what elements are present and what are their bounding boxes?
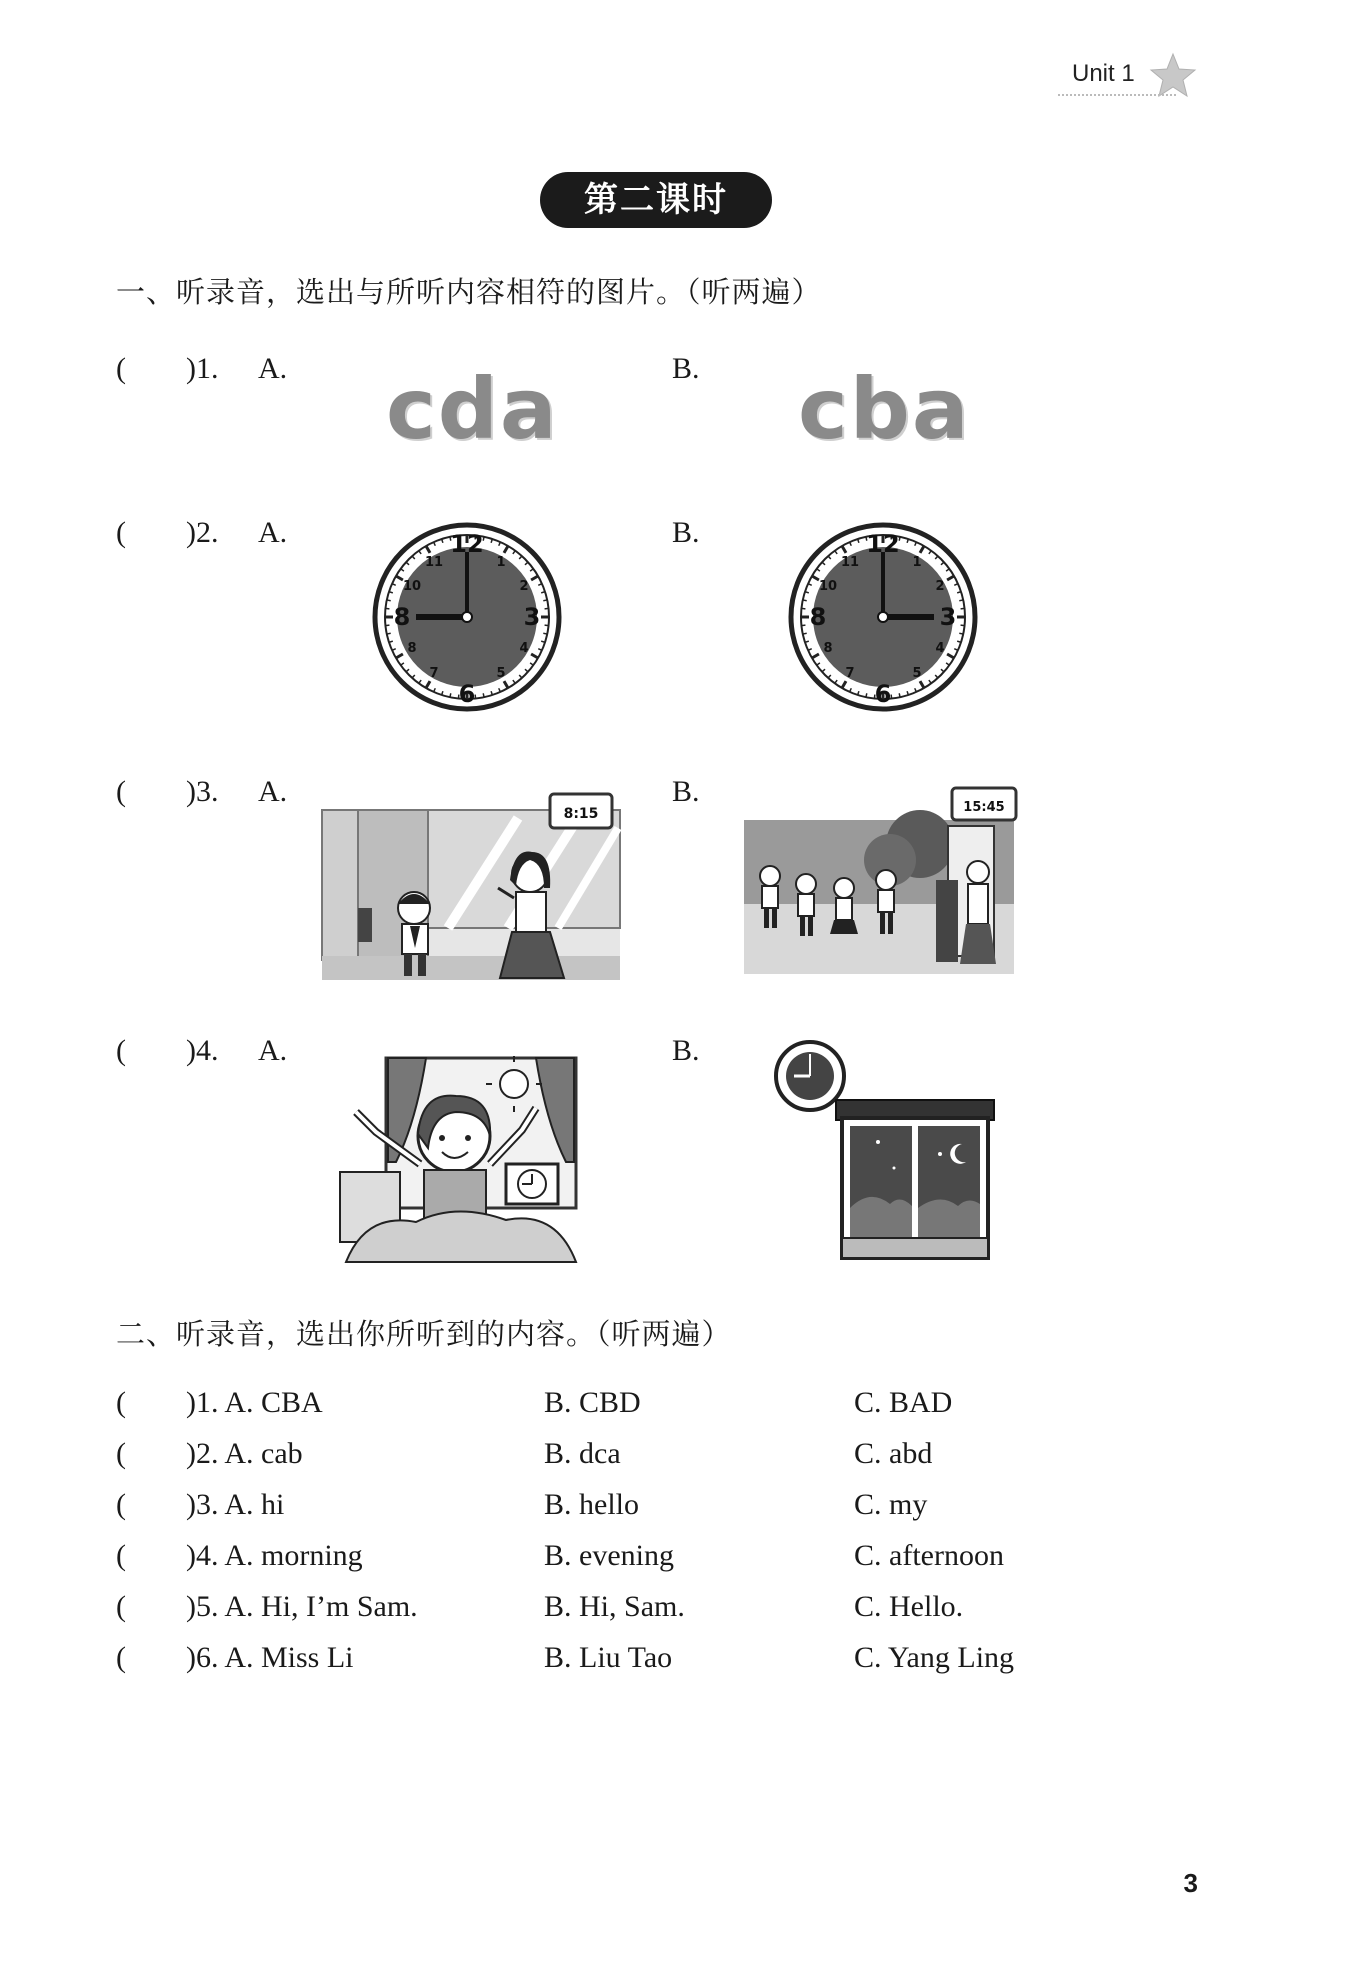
clock-num-1: 1 (912, 555, 922, 570)
clock-tick (450, 693, 451, 697)
answer-blank[interactable]: ( (116, 1641, 126, 1674)
clock-tick (803, 633, 807, 634)
clock-num-5: 5 (912, 666, 922, 681)
clock-num-3: 3 (939, 603, 957, 631)
option-c: C. my (854, 1488, 928, 1521)
s1-q2-row (116, 516, 126, 550)
s1-q3-number: )3. (186, 775, 219, 808)
option-a: )2. A. cab (186, 1437, 303, 1470)
answer-blank[interactable]: ( (116, 352, 126, 385)
option-a: )3. A. hi (186, 1488, 285, 1521)
s1-q1-number: )1. (186, 352, 219, 385)
s1-q4-option-a: A. (258, 1034, 288, 1067)
s2-row-6 (116, 1641, 1116, 1692)
clock-readout-815: 8:15 (563, 806, 599, 822)
section2-title: 二、听录音，选出你所听到的内容。（听两遍） (116, 1317, 732, 1351)
clock-tick (483, 693, 484, 697)
header-divider (1058, 94, 1176, 96)
answer-blank[interactable]: ( (116, 1488, 126, 1521)
option-b: B. dca (544, 1437, 621, 1470)
s1-q1-row (116, 352, 126, 386)
option-b: B. evening (544, 1539, 674, 1572)
answer-blank[interactable]: ( (116, 1437, 126, 1470)
clock-num-6: 6 (458, 680, 476, 708)
clock-num-7: 7 (429, 666, 439, 681)
star-icon (1148, 52, 1198, 100)
clock-num-10: 10 (818, 579, 838, 594)
clock-tick (387, 633, 391, 634)
option-c: C. Yang Ling (854, 1641, 1015, 1674)
clock-num-6: 6 (874, 680, 892, 708)
s1-q4-option-b: B. (672, 1034, 700, 1067)
clock-num-7: 7 (845, 666, 855, 681)
clock-num-9: 8 (809, 603, 827, 631)
s1-q4-number: )4. (186, 1034, 219, 1067)
clock-num-8: 8 (407, 641, 417, 656)
clock-num-9: 8 (393, 603, 411, 631)
page-number: 3 (1183, 1868, 1198, 1898)
s1-q1-option-a: A. (258, 352, 288, 385)
answer-blank[interactable]: ( (116, 1034, 126, 1067)
clock-num-1: 1 (496, 555, 506, 570)
option-c: C. abd (854, 1437, 933, 1470)
clock-tick (899, 693, 900, 697)
lesson-title: 第二课时 (540, 172, 772, 228)
clock-three-oclock (788, 522, 978, 712)
s2-row-2 (116, 1437, 1116, 1488)
answer-blank[interactable]: ( (116, 1539, 126, 1572)
clock-nine-oclock (372, 522, 562, 712)
option-a: )5. A. Hi, I’m Sam. (186, 1590, 418, 1623)
picture-school-afternoon (740, 784, 1018, 980)
clock-num-4: 4 (935, 641, 945, 656)
clock-readout-1545: 15:45 (963, 800, 1005, 815)
s1-q4-row (116, 1034, 126, 1068)
s1-q2-option-a: A. (258, 516, 288, 549)
s1-q3-row (116, 775, 126, 809)
s1-q2-number: )2. (186, 516, 219, 549)
option-b: B. Hi, Sam. (544, 1590, 685, 1623)
s1-q2-option-b: B. (672, 516, 700, 549)
clock-tick (387, 600, 391, 601)
clock-tick (959, 633, 963, 634)
clock-tick (803, 600, 807, 601)
clock-tick (543, 633, 547, 634)
clock-num-11: 11 (840, 555, 860, 570)
option-c: C. BAD (854, 1386, 953, 1419)
clock-num-5: 5 (496, 666, 506, 681)
clock-num-10: 10 (402, 579, 422, 594)
clock-tick (866, 693, 867, 697)
option-a: )4. A. morning (186, 1539, 363, 1572)
section2-options (116, 1386, 1116, 1692)
clock-num-2: 2 (935, 579, 945, 594)
answer-blank[interactable]: ( (116, 775, 126, 808)
s1-q3-option-a: A. (258, 775, 288, 808)
picture-night-window (770, 1038, 1002, 1264)
s1-q1-option-b: B. (672, 352, 700, 385)
unit-label: Unit 1 (1072, 60, 1135, 87)
answer-blank[interactable]: ( (116, 1590, 126, 1623)
section1-title: 一、听录音，选出与所听内容相符的图片。（听两遍） (116, 275, 822, 309)
option-a: )1. A. CBA (186, 1386, 323, 1419)
answer-blank[interactable]: ( (116, 516, 126, 549)
clock-tick (959, 600, 963, 601)
letters-cda: cda (386, 360, 559, 458)
answer-blank[interactable]: ( (116, 1386, 126, 1419)
s2-row-1 (116, 1386, 1116, 1437)
s2-row-3 (116, 1488, 1116, 1539)
clock-num-3: 3 (523, 603, 541, 631)
option-a: )6. A. Miss Li (186, 1641, 354, 1674)
option-b: B. hello (544, 1488, 639, 1521)
s1-q3-option-b: B. (672, 775, 700, 808)
clock-num-2: 2 (519, 579, 529, 594)
s2-row-5 (116, 1590, 1116, 1641)
picture-school-morning (318, 788, 624, 984)
clock-num-8: 8 (823, 641, 833, 656)
clock-num-4: 4 (519, 641, 529, 656)
clock-num-12: 12 (866, 530, 900, 558)
picture-girl-waking-up (336, 1052, 586, 1266)
option-b: B. CBD (544, 1386, 641, 1419)
option-b: B. Liu Tao (544, 1641, 673, 1674)
letters-cba: cba (798, 360, 971, 458)
option-c: C. afternoon (854, 1539, 1004, 1572)
option-c: C. Hello. (854, 1590, 964, 1623)
s2-row-4 (116, 1539, 1116, 1590)
clock-tick (543, 600, 547, 601)
clock-num-11: 11 (424, 555, 444, 570)
clock-num-12: 12 (450, 530, 484, 558)
